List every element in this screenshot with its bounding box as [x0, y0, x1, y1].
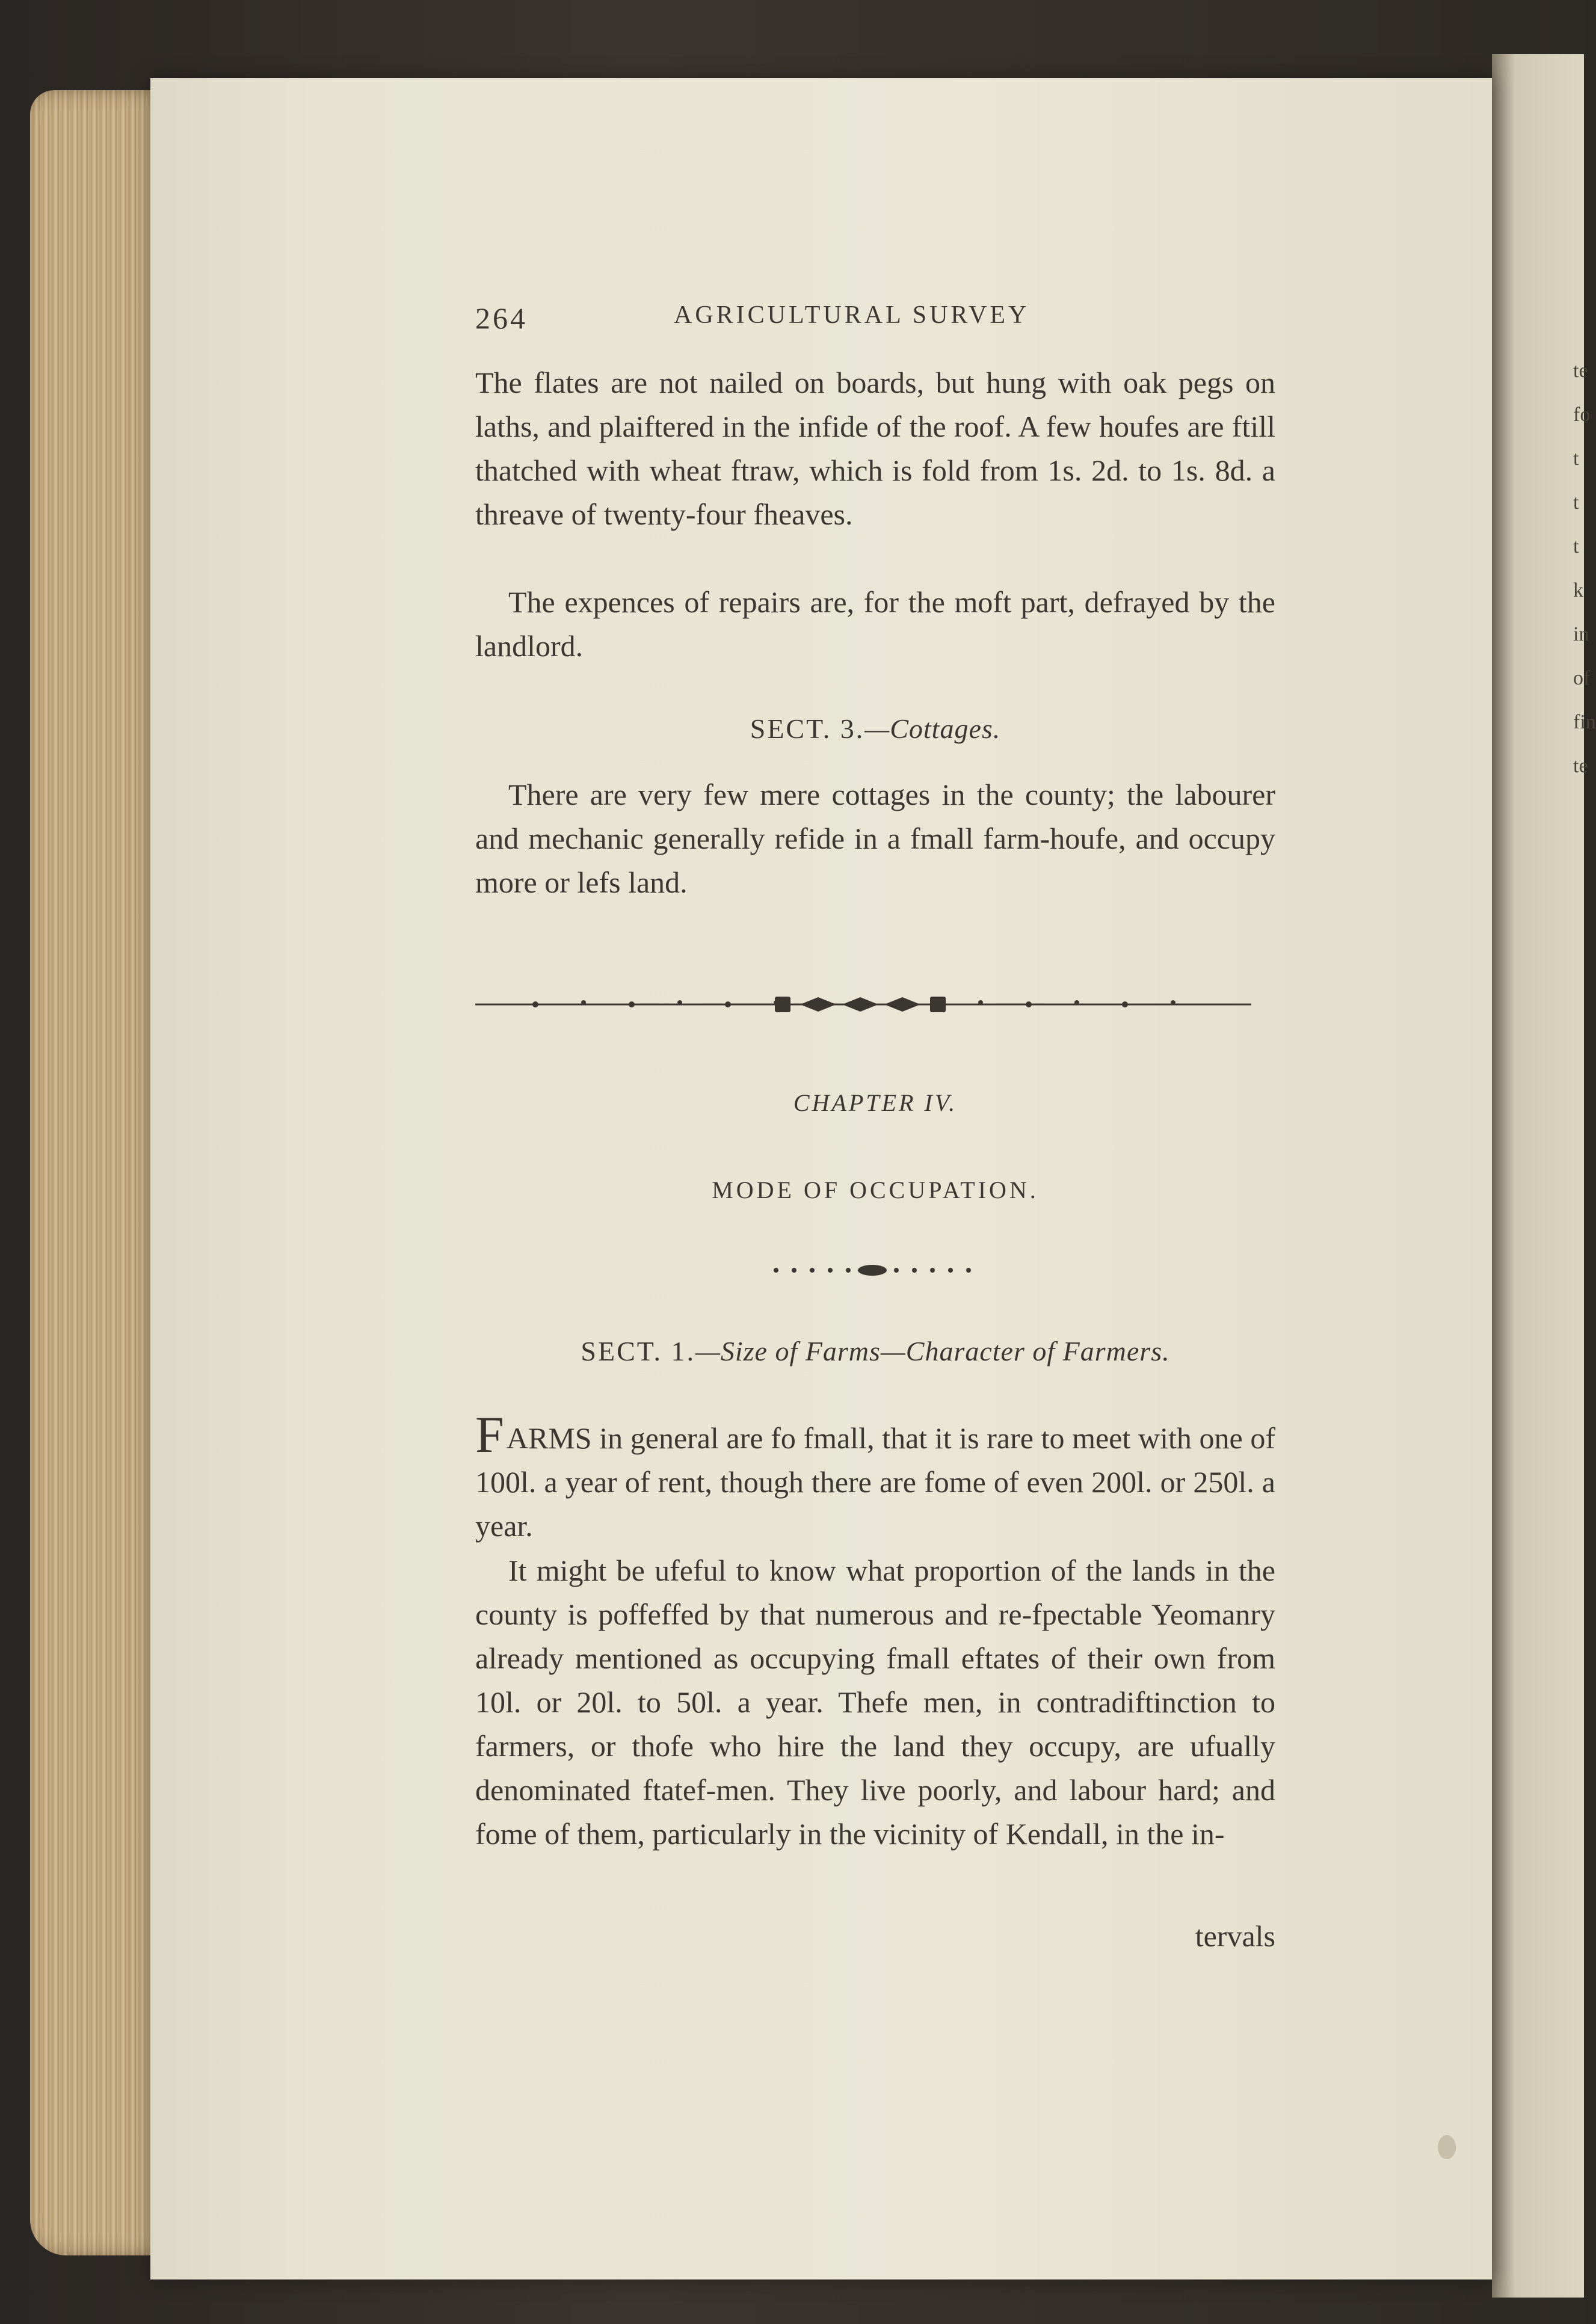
opposite-page-fragment: t — [1573, 491, 1579, 514]
paragraph-slates: The flates are not nailed on boards, but hung with oak pegs on laths, and plaiftered in the infide of the roof. A few houfes are ftill thatched with wheat ftraw, which is fold from 1s. 2d. to 1s. 8d. a threave of twenty-four fheaves. — [475, 366, 1275, 531]
ornamental-rule — [475, 995, 1251, 1013]
opposite-page-fragment: k — [1573, 579, 1583, 601]
section-1-heading: SECT. 1.—Size of Farms—Character of Farmers. — [581, 1336, 1170, 1366]
paragraph-yeomanry: It might be ufeful to know what proportion of the lands in the county is poffeffed by that numerous and re-fpectable Yeomanry already mentioned as occupying fmall eftates of their own from 10l. or 20l. to 50l. a year. Thefe men, in contradiftinction to farmers, or thofe who hire the land they occupy, are ufually denominated ftatef-men. They live poorly, and labour hard; and fome of them, particularly in the vicinity of Kendall, in the in- — [475, 1554, 1275, 1851]
running-title: AGRICULTURAL SURVEY — [674, 301, 1030, 329]
page-number: 264 — [475, 301, 528, 335]
catchword: tervals — [1195, 1919, 1275, 1953]
paragraph-farms: FARMS in general are fo fmall, that it is rare to meet with one of 100l. a year of rent, though there are fome of even 200l. or 250l. a year. — [475, 1406, 1275, 1543]
opposite-page-fragment: fo — [1573, 404, 1591, 426]
opposite-page — [1492, 54, 1584, 2298]
opposite-page-fragment: in — [1573, 623, 1589, 645]
opposite-page-fragment: t — [1573, 447, 1579, 470]
chapter-title: MODE OF OCCUPATION. — [712, 1176, 1039, 1204]
drop-cap: F — [475, 1406, 504, 1463]
opposite-page-fragment: te — [1573, 755, 1588, 777]
paragraph-repairs: The expences of repairs are, for the moft part, defrayed by the landlord. — [475, 585, 1275, 663]
page-stain — [1438, 2135, 1456, 2159]
opposite-page-fragment: t — [1573, 535, 1579, 558]
opposite-page-text — [1573, 349, 1596, 788]
opposite-page-fragment: te — [1573, 360, 1588, 382]
small-ornament — [770, 1261, 975, 1279]
running-header — [475, 301, 1275, 349]
chapter-number: CHAPTER IV. — [793, 1089, 958, 1116]
paragraph-cottages: There are very few mere cottages in the county; the labourer and mechanic generally refide in a fmall farm-houfe, and occupy more or lefs land. — [475, 778, 1275, 899]
section-3-heading: SECT. 3.—Cottages. — [750, 713, 1001, 744]
opposite-page-fragment: of — [1573, 667, 1591, 689]
opposite-page-fragment: fin — [1573, 711, 1596, 733]
